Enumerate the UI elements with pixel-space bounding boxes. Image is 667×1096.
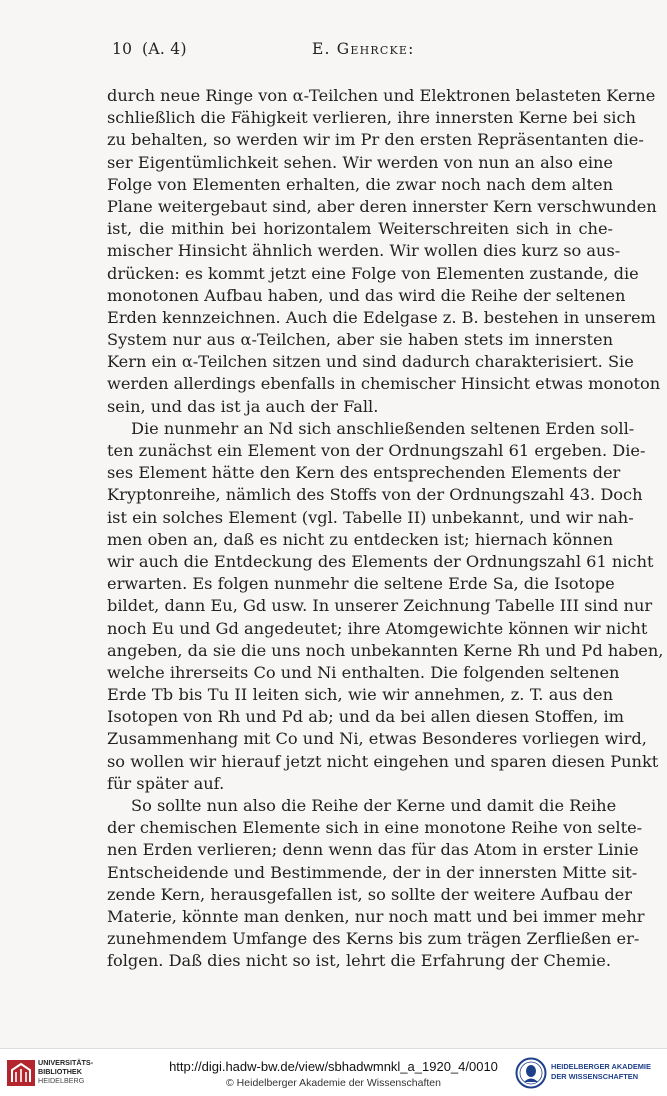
text-line: Folge von Elementen erhalten, die zwar noch nach dem alten [107, 174, 613, 194]
academy-seal-icon [515, 1057, 547, 1089]
academy-name: HEIDELBERGER AKADEMIE DER WISSENSCHAFTEN [551, 1062, 651, 1081]
page-header [112, 40, 612, 70]
text-line: noch Eu und Gd angedeutet; ihre Atomgewichte können wir nicht [107, 618, 648, 638]
text-line: schließlich die Fähigkeit verlieren, ihre innersten Kerne bei sich [107, 108, 636, 128]
text-line: ist, die mithin bei horizontalem Weiterschreiten sich in che- [107, 219, 613, 239]
volume-reference: (A. 4) [142, 40, 187, 58]
text-line: monotonen Aufbau haben, und das wird die Reihe der seltenen [107, 285, 626, 305]
text-line: Zusammenhang mit Co und Ni, etwas Besonderes vorliegen wird, [107, 729, 647, 749]
text-line: ses Element hätte den Kern des entsprechenden Elements der [107, 463, 621, 483]
copyright-notice: © Heidelberger Akademie der Wissenschaften [226, 1077, 441, 1089]
running-head-author: E. Gehrcke: [312, 40, 415, 58]
paragraph-start-line: Die nunmehr an Nd sich anschließenden seltenen Erden soll- [131, 418, 635, 438]
text-line: Erde Tb bis Tu II leiten sich, wie wir annehmen, z. T. aus den [107, 685, 613, 705]
page-number: 10 [112, 40, 133, 58]
text-line: ist ein solches Element (vgl. Tabelle II) unbekannt, und wir nah- [107, 507, 634, 527]
text-line: werden allerdings ebenfalls in chemischer Hinsicht etwas monoton [107, 374, 661, 394]
text-line: Entscheidende und Bestimmende, der in der innersten Mitte sit- [107, 862, 638, 882]
text-line: folgen. Daß dies nicht so ist, lehrt die Erfahrung der Chemie. [107, 951, 611, 971]
text-line: durch neue Ringe von α-Teilchen und Elektronen belasteten Kerne [107, 86, 656, 105]
text-line: welche ihrerseits Co und Ni enthalten. Die folgenden seltenen [107, 662, 620, 682]
text-line: mischer Hinsicht ähnlich werden. Wir wollen dies kurz so aus- [107, 241, 621, 261]
text-line: zende Kern, herausgefallen ist, so sollte der weitere Aufbau der [107, 884, 633, 904]
university-library-name: UNIVERSITÄTS- BIBLIOTHEK HEIDELBERG [38, 1058, 94, 1085]
text-line: der chemischen Elemente sich in eine monotone Reihe von selte- [107, 818, 643, 838]
text-line: wir auch die Entdeckung des Elements der Ordnungszahl 61 nicht [107, 551, 654, 571]
digitization-footer [0, 1048, 667, 1096]
text-line: Plane weitergebaut sind, aber deren innerster Kern verschwunden [107, 196, 657, 216]
text-line: Erden kennzeichnen. Auch die Edelgase z. B. bestehen in unserem [107, 307, 656, 327]
text-line: ten zunächst ein Element von der Ordnungszahl 61 ergeben. Die- [107, 441, 646, 460]
text-line: Materie, könnte man denken, nur noch matt und bei immer mehr [107, 906, 645, 926]
text-line: ser Eigentümlichkeit sehen. Wir werden von nun an also eine [107, 152, 613, 172]
text-line: drücken: es kommt jetzt eine Folge von Elementen zustande, die [107, 263, 639, 283]
text-line: System nur aus α-Teilchen, aber sie haben stets im innersten [107, 330, 613, 350]
text-line: men oben an, daß es nicht zu entdecken ist; hiernach können [107, 529, 613, 549]
text-line: angeben, da sie die uns noch unbekannten Kerne Rh und Pd haben, [107, 640, 664, 660]
text-line: zu behalten, so werden wir im Pr den ersten Repräsentanten die- [107, 130, 644, 150]
text-line: erwarten. Es folgen nunmehr die seltene Erde Sa, die Isotope [107, 574, 615, 594]
permalink-url[interactable]: http://digi.hadw-bw.de/view/sbhadwmnkl_a_1920_4/0010 [169, 1059, 498, 1074]
text-line: zunehmendem Umfange des Kerns bis zum trägen Zerfließen er- [107, 929, 640, 949]
paragraph-end-line: für später auf. [107, 773, 225, 793]
body-text [107, 85, 664, 973]
text-line: Kryptonreihe, nämlich des Stoffs von der Ordnungszahl 43. Doch [107, 485, 643, 505]
text-line: nen Erden verlieren; denn wenn das für das Atom in erster Linie [107, 840, 639, 860]
text-line: Kern ein α-Teilchen sitzen und sind dadurch charakterisiert. Sie [107, 352, 634, 372]
paragraph-end-line: sein, und das ist ja auch der Fall. [107, 396, 379, 416]
text-line: Isotopen von Rh und Pd ab; und da bei allen diesen Stoffen, im [107, 707, 624, 727]
text-line: so wollen wir hierauf jetzt nicht eingehen und sparen diesen Punkt [107, 751, 659, 771]
paragraph-start-line: So sollte nun also die Reihe der Kerne und damit die Reihe [131, 796, 617, 815]
text-line: bildet, dann Eu, Gd usw. In unserer Zeichnung Tabelle III sind nur [107, 596, 653, 616]
